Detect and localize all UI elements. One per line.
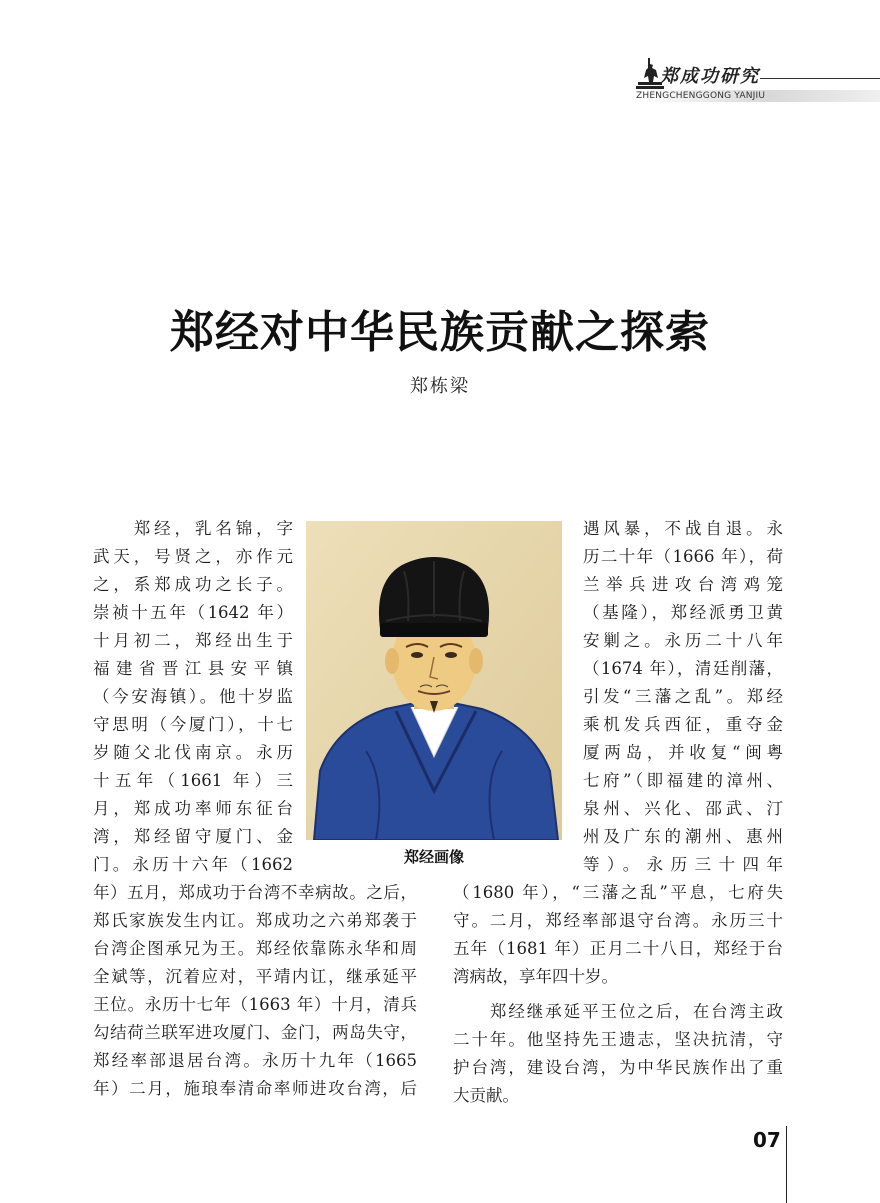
body-text-line: 十五年（1661 年）三: [93, 771, 293, 790]
body-text-line: （1680 年），“三藩之乱”平息，七府失: [453, 883, 783, 902]
body-text-line: 月，郑成功率师东征台: [93, 799, 293, 818]
body-text-line: 历二十年（1666 年），荷: [583, 547, 783, 566]
body-text-line: 五年（1681 年）正月二十八日，郑经于台: [453, 939, 783, 958]
portrait-caption: 郑经画像: [403, 848, 464, 866]
body-text-line: 十月初二，郑经出生于: [93, 631, 293, 650]
body-text-line: 大贡献。: [453, 1086, 519, 1105]
body-text-line: 护台湾，建设台湾，为中华民族作出了重: [453, 1058, 783, 1077]
body-text-line: 兰举兵进攻台湾鸡笼: [583, 575, 783, 594]
body-text-line: 州及广东的潮州、惠州: [583, 827, 783, 846]
body-text-line: 勾结荷兰联军进攻厦门、金门，两岛失守，: [93, 1023, 417, 1042]
body-text-line: 台湾企图承兄为王。郑经依靠陈永华和周: [93, 939, 417, 958]
body-text-line: 岁随父北伐南京。永历: [93, 743, 293, 762]
body-text-line: 福建省晋江县安平镇: [93, 659, 293, 678]
article-author: 郑栋梁: [410, 376, 470, 397]
body-text-line: 年）二月，施琅奉清命率师进攻台湾，后: [93, 1079, 417, 1098]
body-text-line: 郑经，乳名锦，字: [93, 519, 293, 538]
body-text-line: 遇风暴，不战自退。永: [583, 519, 783, 538]
body-text-line: 守思明（今厦门），十七: [93, 715, 293, 734]
body-text-line: 年）五月，郑成功于台湾不幸病故。之后，: [93, 883, 417, 902]
body-text-line: 引发“三藩之乱”。郑经: [583, 687, 783, 706]
body-text-line: 等）。永历三十四年: [583, 855, 783, 874]
body-text-line: 乘机发兵西征，重夺金: [583, 715, 783, 734]
body-text-line: 泉州、兴化、邵武、汀: [583, 799, 783, 818]
body-text-line: 守。二月，郑经率部退守台湾。永历三十: [453, 911, 783, 930]
journal-title: 郑成功研究: [660, 66, 760, 87]
journal-subtitle: ZHENGCHENGGONG YANJIU: [636, 91, 766, 101]
body-text-line: （今安海镇）。他十岁监: [93, 687, 293, 706]
body-text-line: 二十年。他坚持先王遗志，坚决抗清，守: [453, 1030, 783, 1049]
zheng-jing-portrait-image: [306, 521, 562, 840]
body-text-line: 全斌等，沉着应对，平靖内讧，继承延平: [93, 967, 417, 986]
body-text-line: （基隆），郑经派勇卫黄: [583, 603, 783, 622]
body-text-line: 厦两岛，并收复“闽粤: [583, 743, 783, 762]
body-text-line: 武天，号贤之，亦作元: [93, 547, 293, 566]
header-rule: [760, 78, 880, 79]
page-number: 07: [753, 1128, 781, 1152]
body-text-line: 王位。永历十七年（1663 年）十月，清兵: [93, 995, 417, 1014]
body-text-line: 郑氏家族发生内讧。郑成功之六弟郑袭于: [93, 911, 417, 930]
body-text-line: 之，系郑成功之长子。: [93, 575, 293, 594]
page-rule: [786, 1126, 787, 1203]
body-text-line: 湾病故，享年四十岁。: [453, 967, 618, 986]
body-text-line: 崇祯十五年（1642 年）: [93, 603, 293, 622]
article-title: 郑经对中华民族贡献之探索: [170, 307, 710, 358]
body-text-line: （1674 年），清廷削藩，: [583, 659, 783, 678]
body-text-line: 湾，郑经留守厦门、金: [93, 827, 293, 846]
body-text-line: 安剿之。永历二十八年: [583, 631, 783, 650]
body-text-line: 门。永历十六年（1662: [93, 855, 293, 874]
body-text-line: 七府”（即福建的漳州、: [583, 771, 783, 790]
body-text-line: 郑经继承延平王位之后，在台湾主政: [453, 1002, 783, 1021]
body-text-line: 郑经率部退居台湾。永历十九年（1665: [93, 1051, 417, 1070]
